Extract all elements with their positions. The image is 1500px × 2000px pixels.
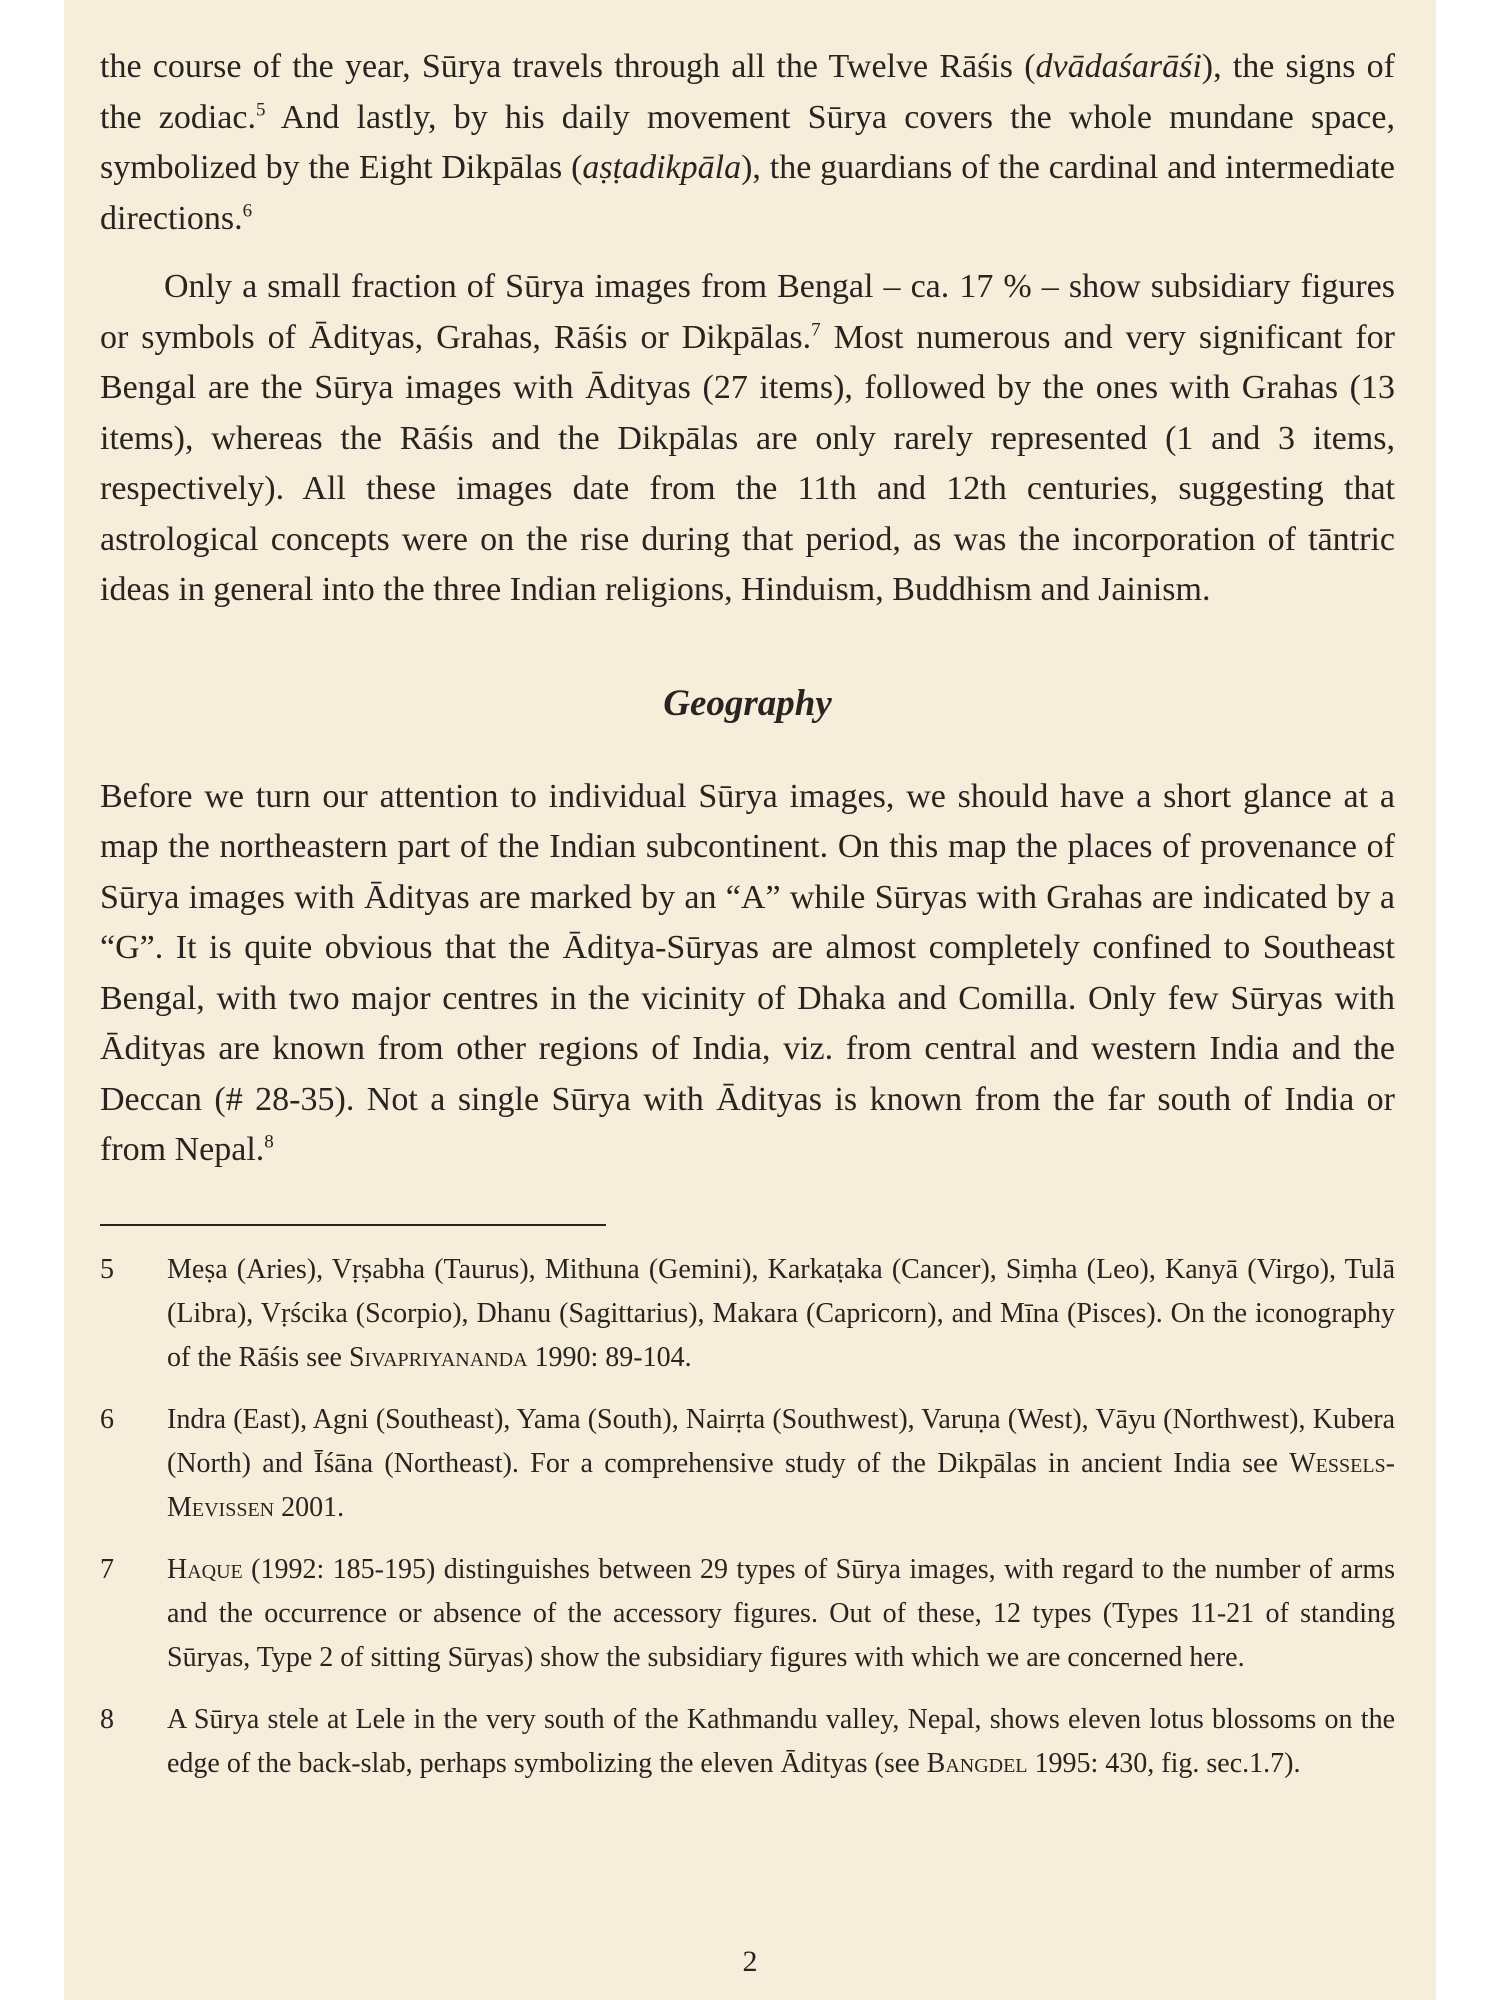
- footnote-number: 7: [100, 1553, 114, 1585]
- footnote-number: 6: [100, 1403, 114, 1435]
- footnote-marker[interactable]: 8: [264, 1131, 274, 1153]
- footnote-marker[interactable]: 6: [242, 200, 253, 222]
- author-name: Haque: [167, 1553, 243, 1585]
- text-run: Indra (East), Agni (Southeast), Yama (South), Nairṛta (Southwest), Varuṇa (West), Vāyu (Northwest), Kubera (North) and Īśāna (Northeast). For a comprehensive study of the Dikpālas in ancient India see: [167, 1403, 1395, 1479]
- text-run: A Sūrya stele at Lele in the very south of the Kathmandu valley, Nepal, shows eleven lotus blossoms on the edge of the back-slab, perhaps symbolizing the eleven Ādityas (see: [167, 1703, 1395, 1779]
- page-content: [100, 42, 1395, 1804]
- footnote-number: 5: [100, 1253, 114, 1285]
- text-run: (1992: 185-195) distinguishes between 29 types of Sūrya images, with regard to the number of arms and the occurrence or absence of the accessory figures. Out of these, 12 types (Types 11-21 of standing Sūryas, Type 2 of sitting Sūryas) show the subsidiary figures with which we are concerned here.: [167, 1553, 1395, 1673]
- text-run: ), the signs of the zodiac.: [100, 48, 1395, 136]
- text-run: Most numerous and very significant for Bengal are the Sūrya images with Ādityas (27 items), followed by the ones with Grahas (13 items), whereas the Rāśis and the Dikpālas are only rarely represented (1 and 3 items, respectively). All these images date from the 11th and 12th centuries, suggesting that astrological concepts were on the rise during that period, as was the incorporation of tāntric ideas in general into the three Indian religions, Hinduism, Buddhism and Jainism.: [100, 318, 1396, 608]
- text-run: ), the guardians of the cardinal and intermediate directions.: [100, 149, 1395, 237]
- footnote-text: [167, 1248, 1395, 1380]
- section-heading: Geography: [663, 682, 832, 724]
- paragraph-continued: [100, 42, 1395, 244]
- footnote-text: [167, 1698, 1395, 1786]
- footnote-5: [100, 1248, 1395, 1380]
- paragraph-geography: [100, 772, 1395, 1176]
- author-name: Sivapriyananda: [348, 1341, 528, 1373]
- footnote-6: [100, 1398, 1395, 1530]
- text-run: 2001.: [274, 1491, 345, 1523]
- italic-term: aṣṭadikpāla: [582, 149, 742, 186]
- author-name: Wessels-Mevissen: [167, 1447, 1395, 1523]
- footnote-text: [167, 1548, 1395, 1680]
- footnote-divider: [100, 1224, 606, 1226]
- text-run: Before we turn our attention to individual Sūrya images, we should have a short glance at a map the northeastern part of the Indian subcontinent. On this map the places of provenance of Sūrya images with Ādityas are marked by an “A” while Sūryas with Grahas are indicated by a “G”. It is quite obvious that the Āditya-Sūryas are almost completely confined to Southeast Bengal, with two major centres in the vicinity of Dhaka and Comilla. Only few Sūryas with Ādityas are known from other regions of India, viz. from central and western India and the Deccan (# 28-35). Not a single Sūrya with Ādityas is known from the far south of India or from Nepal.: [100, 777, 1395, 1168]
- italic-term: dvādaśarāśi: [1035, 48, 1202, 85]
- author-name: Bangdel: [926, 1747, 1028, 1779]
- page-number: 2: [742, 1945, 758, 1978]
- paragraph-subsidiary-figures: [100, 262, 1395, 616]
- text-run: And lastly, by his daily movement Sūrya covers the whole mundane space, symbolized by the Eight Dikpālas (: [100, 98, 1395, 186]
- text-run: Only a small fraction of Sūrya images from Bengal – ca. 17 % – show subsidiary figures or symbols of Ādityas, Grahas, Rāśis or Dikpālas.: [100, 268, 1395, 356]
- footnote-number: 8: [100, 1703, 114, 1735]
- text-run: 1995: 430, fig. sec.1.7).: [1027, 1747, 1301, 1779]
- footnote-7: [100, 1548, 1395, 1680]
- footnote-marker[interactable]: 5: [255, 99, 266, 121]
- footnote-marker[interactable]: 7: [811, 319, 821, 341]
- footnote-text: [167, 1398, 1395, 1530]
- text-run: 1990: 89-104.: [527, 1341, 692, 1373]
- text-run: Meṣa (Aries), Vṛṣabha (Taurus), Mithuna (Gemini), Karkaṭaka (Cancer), Siṃha (Leo), Kanyā (Virgo), Tulā (Libra), Vṛścika (Scorpio), Dhanu (Sagittarius), Makara (Capricorn), and Mīna (Pisces). On the iconography of the Rāśis see: [167, 1253, 1395, 1373]
- footnote-8: [100, 1698, 1395, 1786]
- text-run: the course of the year, Sūrya travels through all the Twelve Rāśis (: [100, 48, 1036, 85]
